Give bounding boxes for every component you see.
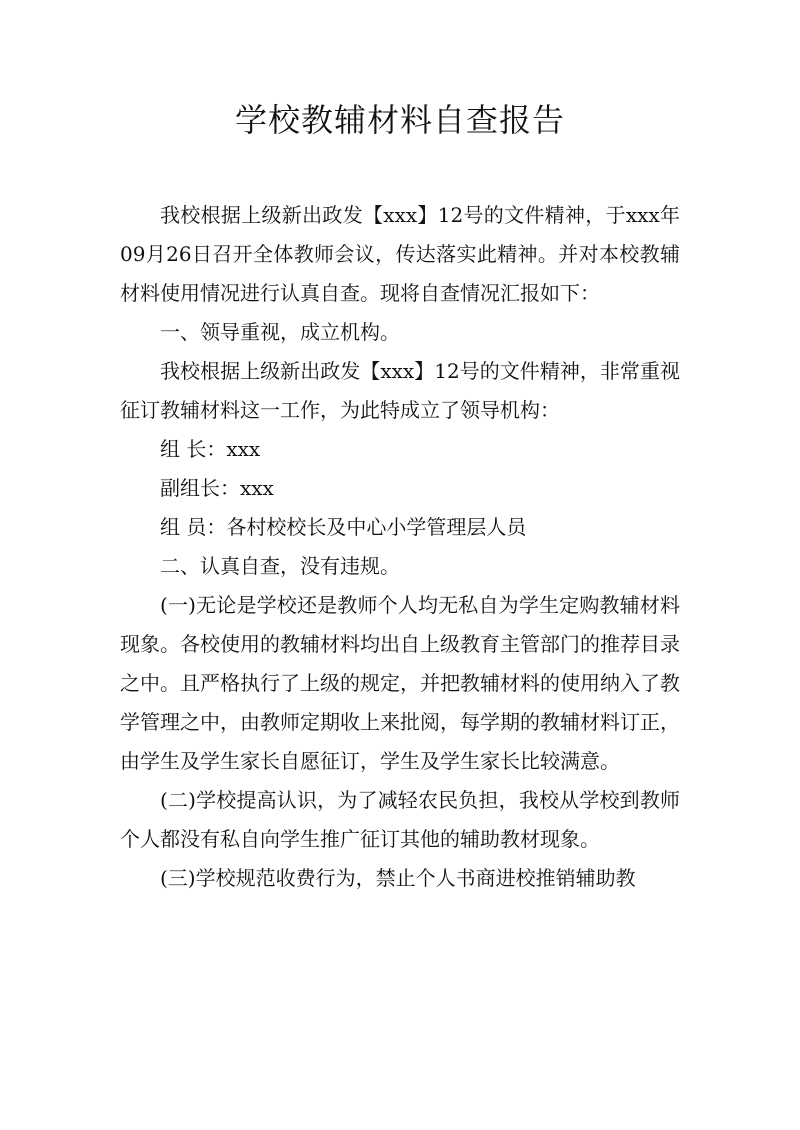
members-line: 组 员：各村校校长及中心小学管理层人员 bbox=[160, 515, 527, 539]
paragraph-item-2: (二)学校提高认识，为了减轻农民负担，我校从学校到教师个人都没有私自向学生推广征订其他的辅助教材现象。 bbox=[120, 788, 680, 851]
document-body bbox=[120, 196, 680, 898]
heading-section-2: 二、认真自查，没有违规。 bbox=[160, 554, 400, 578]
leader-line: 组 长：xxx bbox=[160, 437, 261, 461]
paragraph-item-1: (一)无论是学校还是教师个人均无私自为学生定购教辅材料现象。各校使用的教辅材料均出自上级教育主管部门的推荐目录之中。且严格执行了上级的规定，并把教辅材料的使用纳入了教学管理之中，由教师定期收上来批阅，每学期的教辅材料订正，由学生及学生家长自愿征订，学生及学生家长比较满意。 bbox=[120, 593, 680, 773]
document-title: 学校教辅材料自查报告 bbox=[234, 101, 565, 139]
heading-section-1: 一、领导重视，成立机构。 bbox=[160, 320, 400, 344]
paragraph-intro: 我校根据上级新出政发【xxx】12号的文件精神，于xxx年09月26日召开全体教师会议，传达落实此精神。并对本校教辅材料使用情况进行认真自查。现将自查情况汇报如下： bbox=[120, 203, 680, 305]
deputy-leader-line: 副组长：xxx bbox=[160, 476, 274, 500]
paragraph-item-3: (三)学校规范收费行为，禁止个人书商进校推销辅助教 bbox=[160, 866, 636, 890]
paragraph-leadership: 我校根据上级新出政发【xxx】12号的文件精神，非常重视征订教辅材料这一工作，为此特成立了领导机构： bbox=[120, 359, 680, 422]
